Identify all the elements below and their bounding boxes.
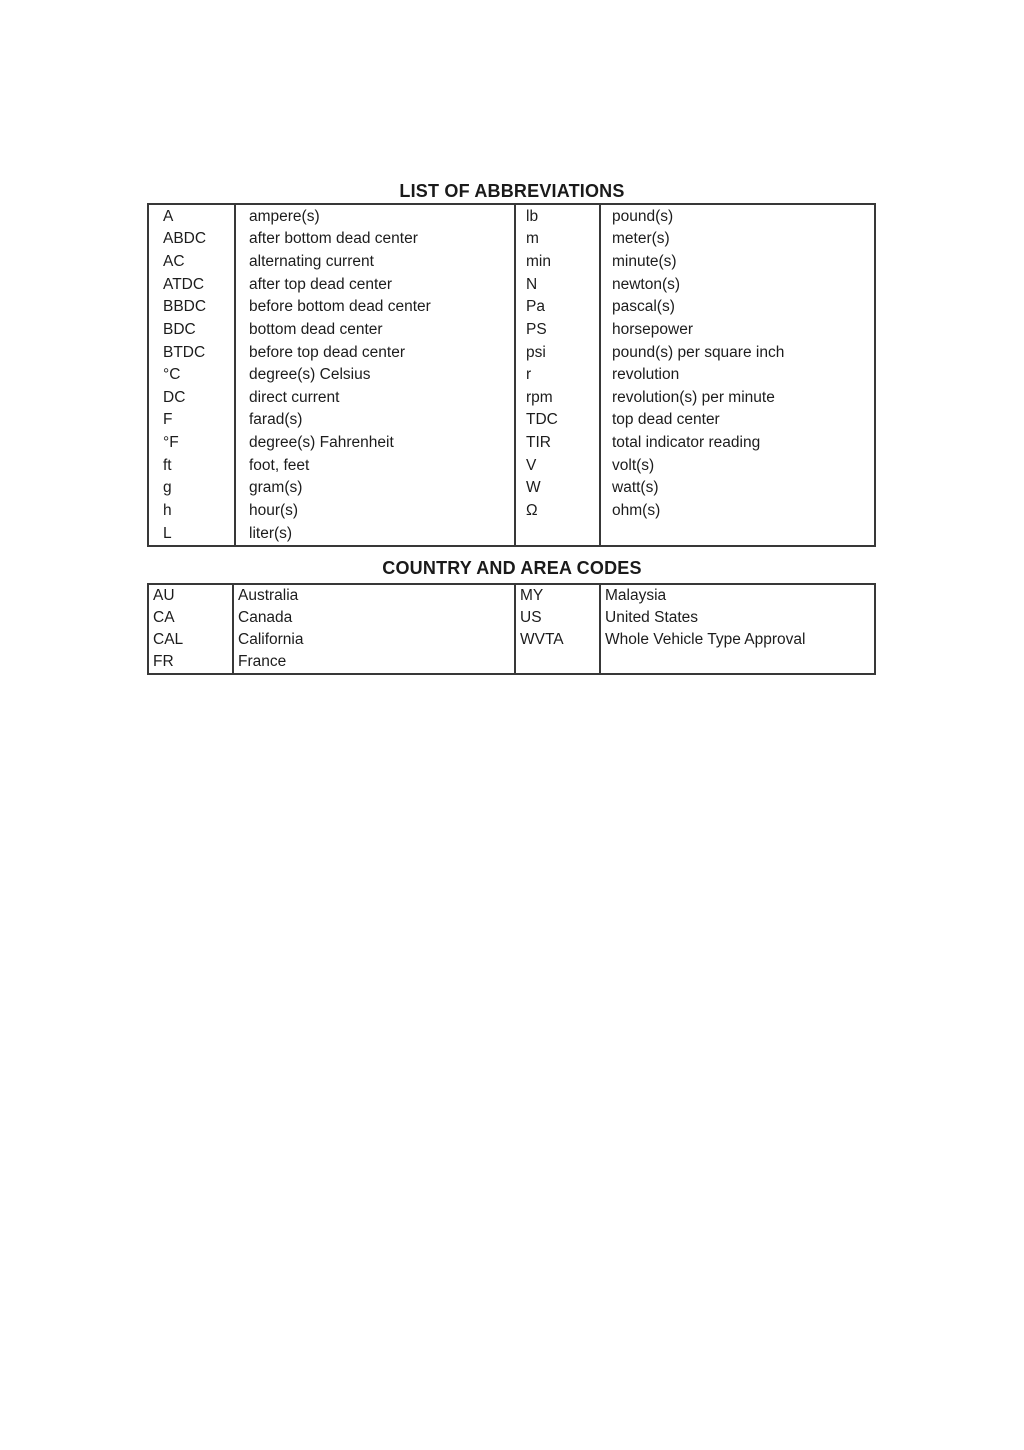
abbr-cell: °F bbox=[163, 434, 179, 452]
country-cell: Australia bbox=[238, 587, 299, 605]
abbr-cell: Pa bbox=[526, 298, 545, 316]
meaning-cell: total indicator reading bbox=[612, 434, 761, 452]
meaning-cell: alternating current bbox=[249, 252, 374, 270]
meaning-cell: revolution(s) per minute bbox=[612, 388, 775, 406]
code-cell: MY bbox=[520, 587, 544, 605]
country-codes-table bbox=[147, 583, 876, 675]
abbr-cell: V bbox=[526, 456, 537, 474]
abbr-cell: m bbox=[526, 230, 539, 248]
abbr-cell: ABDC bbox=[163, 230, 207, 248]
abbr-cell: min bbox=[526, 252, 551, 270]
abbr-cell: L bbox=[163, 524, 172, 542]
meaning-cell: revolution bbox=[612, 366, 680, 384]
country-cell: Canada bbox=[238, 609, 293, 627]
abbr-cell: A bbox=[163, 207, 174, 225]
abbr-cell: DC bbox=[163, 388, 186, 406]
abbr-cell: AC bbox=[163, 252, 185, 270]
code-cell: CA bbox=[153, 609, 175, 627]
meaning-cell: pascal(s) bbox=[612, 298, 675, 316]
country-cell: France bbox=[238, 653, 287, 671]
code-cell: AU bbox=[153, 587, 175, 605]
meaning-cell: top dead center bbox=[612, 411, 720, 429]
country-cell: California bbox=[238, 631, 304, 649]
meaning-cell: minute(s) bbox=[612, 252, 677, 270]
meaning-cell: newton(s) bbox=[612, 275, 681, 293]
abbr-cell: F bbox=[163, 411, 173, 429]
meaning-column-left bbox=[236, 205, 525, 545]
meaning-cell: degree(s) Fahrenheit bbox=[249, 434, 394, 452]
abbr-cell: g bbox=[163, 479, 172, 497]
meaning-cell: watt(s) bbox=[612, 479, 659, 497]
abbr-cell: BBDC bbox=[163, 298, 207, 316]
country-column-right bbox=[601, 585, 866, 673]
meaning-cell: liter(s) bbox=[249, 524, 293, 542]
meaning-cell: before bottom dead center bbox=[249, 298, 431, 316]
meaning-cell: horsepower bbox=[612, 320, 693, 338]
abbr-column-right bbox=[516, 205, 607, 545]
code-cell: CAL bbox=[153, 631, 184, 649]
meaning-cell: meter(s) bbox=[612, 230, 670, 248]
country-column-left bbox=[234, 585, 516, 673]
abbr-cell: Ω bbox=[526, 502, 538, 520]
abbr-cell: BTDC bbox=[163, 343, 206, 361]
abbr-cell: PS bbox=[526, 320, 547, 338]
abbr-cell: TIR bbox=[526, 434, 551, 452]
abbr-cell: W bbox=[526, 479, 541, 497]
country-cell: Malaysia bbox=[605, 587, 667, 605]
meaning-cell: before top dead center bbox=[249, 343, 405, 361]
meaning-cell: pound(s) per square inch bbox=[612, 343, 785, 361]
meaning-cell: after bottom dead center bbox=[249, 230, 418, 248]
meaning-cell: direct current bbox=[249, 388, 340, 406]
abbr-cell: psi bbox=[526, 343, 546, 361]
abbr-cell: ft bbox=[163, 456, 172, 474]
abbr-cell: °C bbox=[163, 366, 181, 384]
meaning-cell: after top dead center bbox=[249, 275, 393, 293]
abbreviations-title: LIST OF ABBREVIATIONS bbox=[399, 181, 625, 201]
meaning-cell: pound(s) bbox=[612, 207, 674, 225]
code-cell: US bbox=[520, 609, 542, 627]
country-codes-title: COUNTRY AND AREA CODES bbox=[382, 558, 642, 578]
meaning-column-right bbox=[601, 205, 873, 545]
abbr-cell: rpm bbox=[526, 388, 553, 406]
abbr-cell: ATDC bbox=[163, 275, 205, 293]
meaning-cell: farad(s) bbox=[249, 411, 303, 429]
abbr-cell: N bbox=[526, 275, 538, 293]
meaning-cell: degree(s) Celsius bbox=[249, 366, 371, 384]
country-cell: United States bbox=[605, 609, 699, 627]
abbr-column-left bbox=[149, 205, 246, 545]
meaning-cell: foot, feet bbox=[249, 456, 310, 474]
meaning-cell: volt(s) bbox=[612, 456, 655, 474]
abbr-cell: h bbox=[163, 502, 172, 520]
abbr-cell: r bbox=[526, 366, 532, 384]
abbr-cell: lb bbox=[526, 207, 539, 225]
code-cell: FR bbox=[153, 653, 174, 671]
meaning-cell: ampere(s) bbox=[249, 207, 320, 225]
country-cell: Whole Vehicle Type Approval bbox=[605, 631, 806, 649]
abbr-cell: TDC bbox=[526, 411, 558, 429]
meaning-cell: bottom dead center bbox=[249, 320, 383, 338]
code-column-right bbox=[516, 585, 601, 673]
meaning-cell: gram(s) bbox=[249, 479, 303, 497]
meaning-cell: hour(s) bbox=[249, 502, 299, 520]
abbreviations-table bbox=[147, 203, 876, 547]
meaning-cell: ohm(s) bbox=[612, 502, 661, 520]
code-cell: WVTA bbox=[520, 631, 564, 649]
code-column-left bbox=[149, 585, 234, 673]
abbr-cell: BDC bbox=[163, 320, 196, 338]
